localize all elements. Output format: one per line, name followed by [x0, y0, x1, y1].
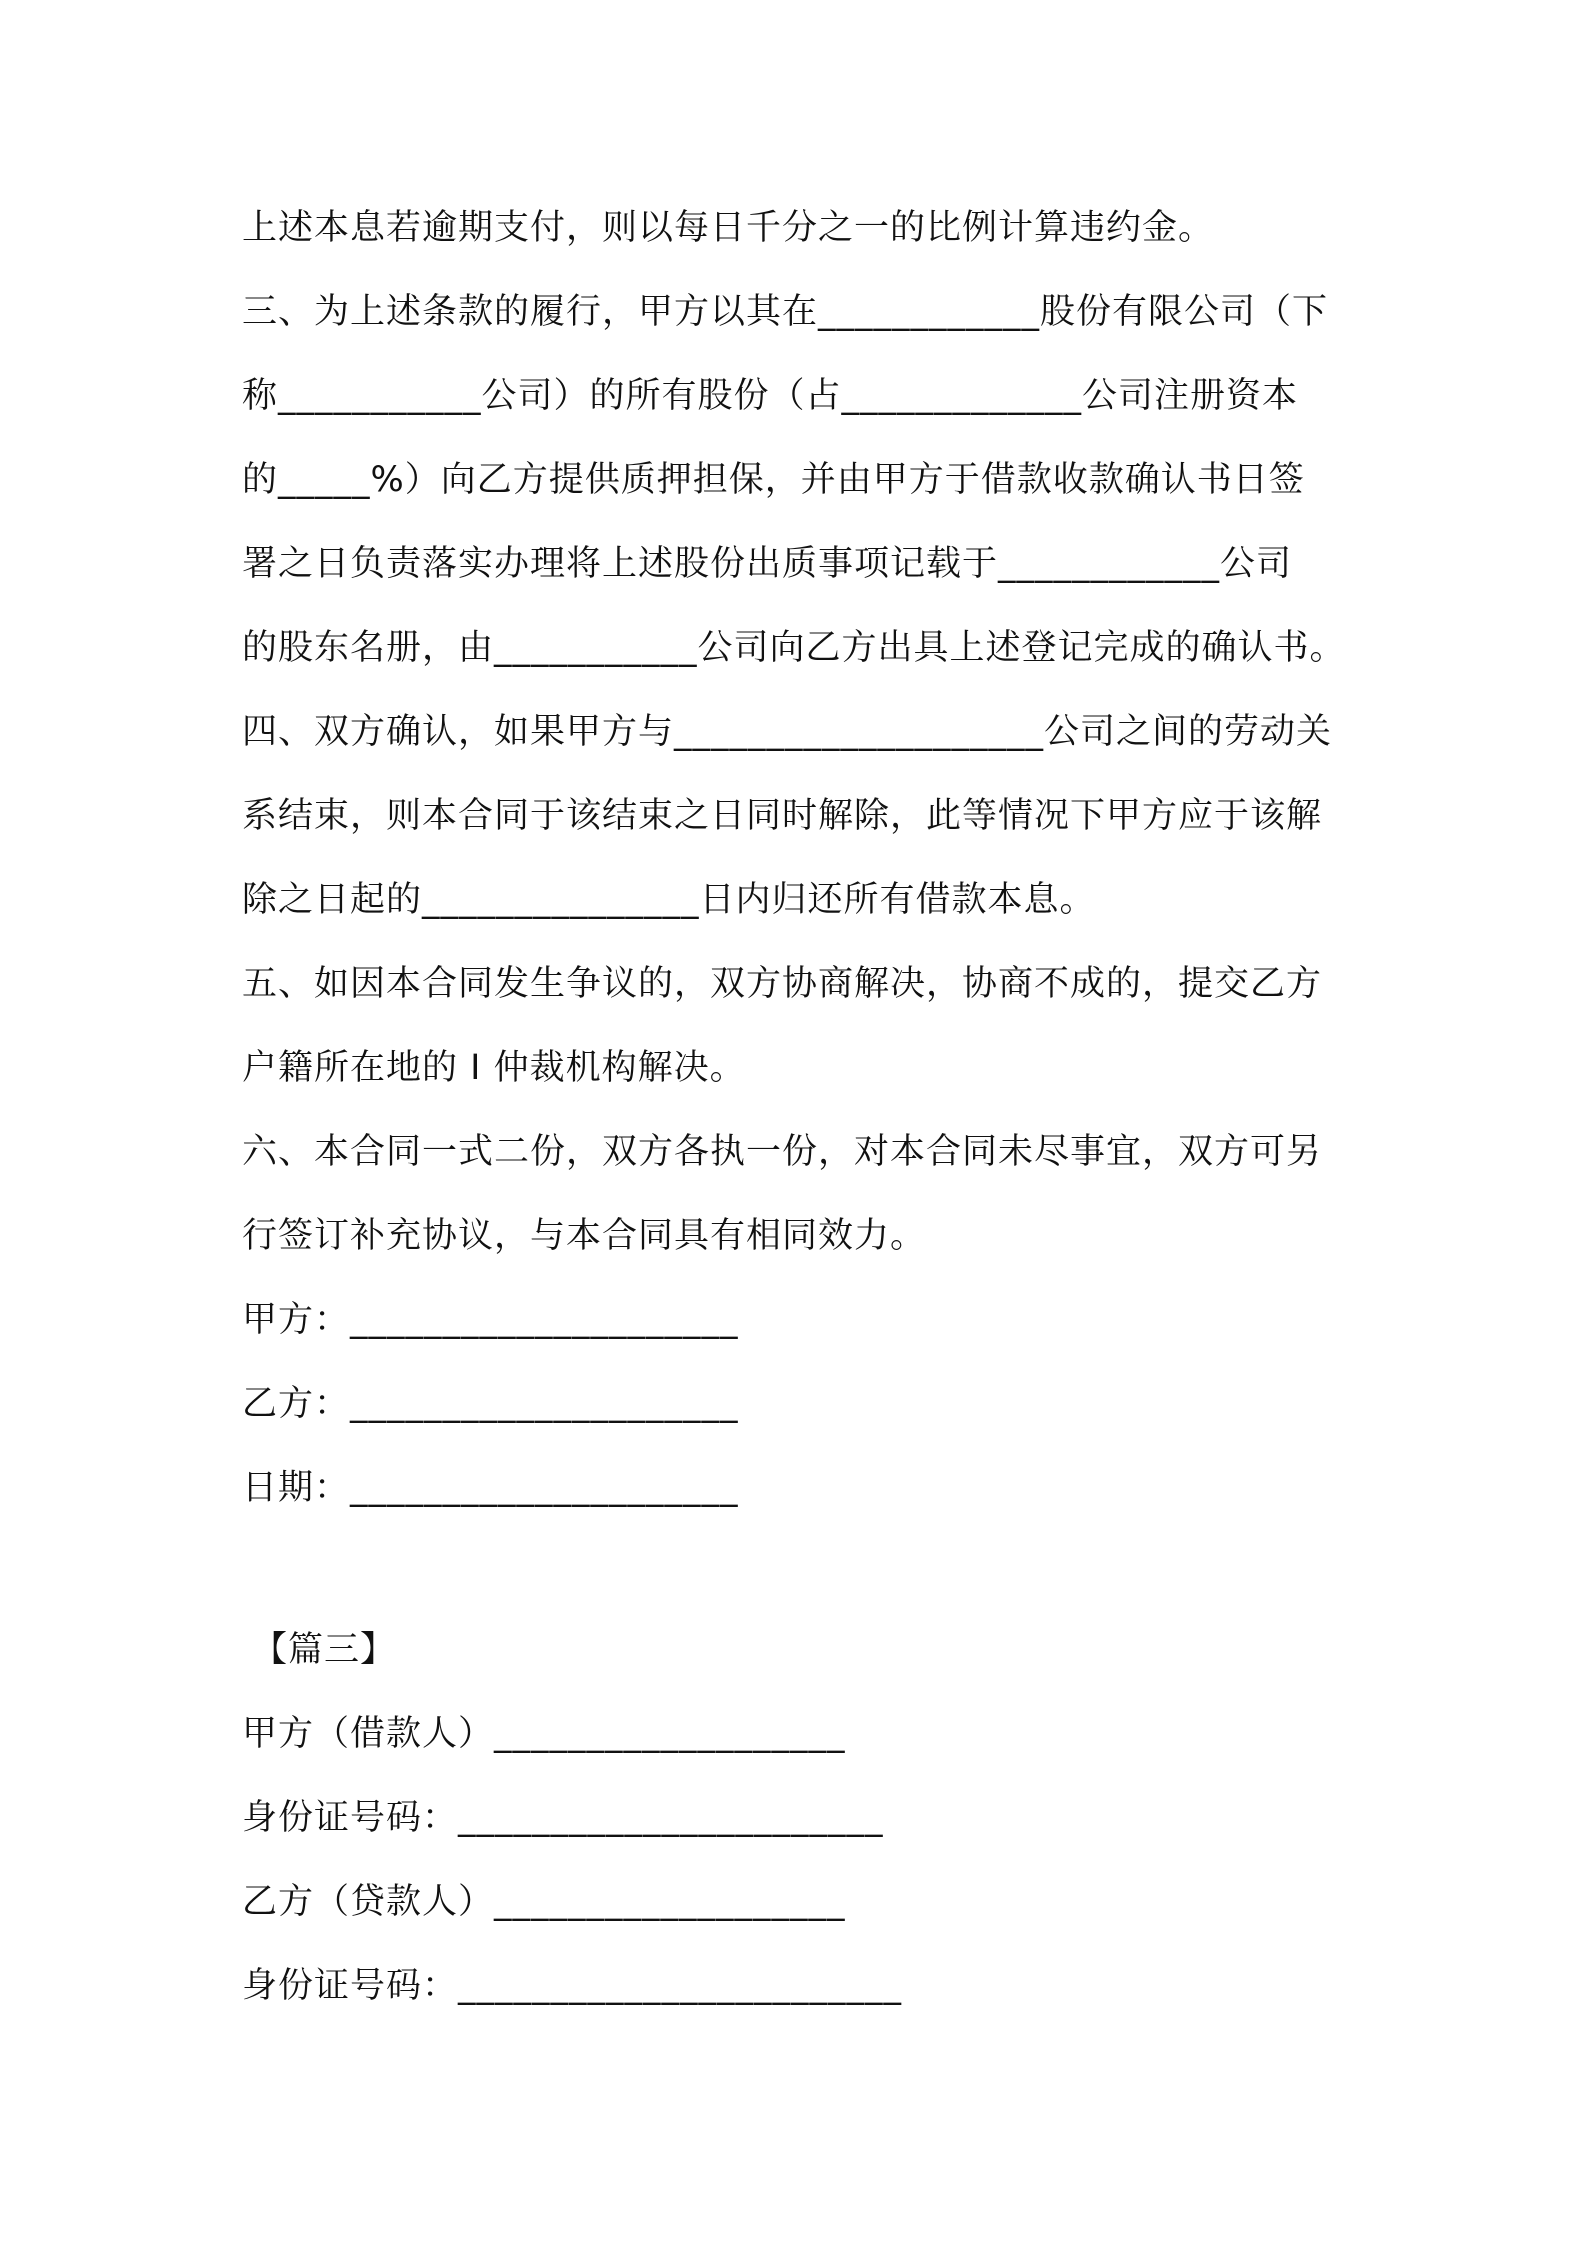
line-text: 除之日起的_______________日内归还所有借款本息。: [242, 880, 1096, 920]
line-text: 乙方：_____________________: [242, 1384, 739, 1424]
lender-field: [242, 1872, 846, 1932]
section-title-text: 【篇三】: [252, 1630, 397, 1670]
line-text: 上述本息若逾期支付，则以每日千分之一的比例计算违约金。: [242, 208, 1215, 248]
line-text: 日期：_____________________: [242, 1468, 739, 1508]
borrower-id-field: [242, 1788, 884, 1848]
signature-party-a: [242, 1290, 739, 1350]
line-text: 的股东名册，由___________公司向乙方出具上述登记完成的确认书。: [242, 628, 1346, 668]
section-title: [252, 1620, 396, 1680]
text-line-11: [242, 1038, 746, 1098]
lender-id-field: [242, 1956, 902, 2016]
signature-date: [242, 1458, 739, 1518]
line-text: 三、为上述条款的履行，甲方以其在____________股份有限公司（下: [242, 292, 1329, 332]
borrower-field: [242, 1704, 846, 1764]
text-line-12: [242, 1122, 1322, 1182]
line-text: 户籍所在地的 I 仲裁机构解决。: [242, 1048, 746, 1088]
text-line-2: [242, 282, 1328, 342]
line-text: 甲方：_____________________: [242, 1300, 739, 1340]
text-line-1: [242, 198, 1214, 258]
text-line-6: [242, 618, 1346, 678]
line-text: 六、本合同一式二份，双方各执一份，对本合同未尽事宜，双方可另: [242, 1132, 1323, 1172]
line-text: 行签订补充协议，与本合同具有相同效力。: [242, 1216, 927, 1256]
text-line-9: [242, 870, 1096, 930]
line-text: 甲方（借款人）___________________: [242, 1714, 846, 1754]
text-line-4: [242, 450, 1305, 510]
line-text: 身份证号码：________________________: [242, 1966, 903, 2006]
line-text: 称___________公司）的所有股份（占_____________公司注册资本: [242, 376, 1299, 416]
line-text: 五、如因本合同发生争议的，双方协商解决，协商不成的，提交乙方: [242, 964, 1323, 1004]
text-line-8: [242, 786, 1322, 846]
line-text: 的_____%）向乙方提供质押担保，并由甲方于借款收款确认书日签: [242, 460, 1305, 500]
line-text: 系结束，则本合同于该结束之日同时解除，此等情况下甲方应于该解: [242, 796, 1323, 836]
signature-party-b: [242, 1374, 739, 1434]
text-line-3: [242, 366, 1298, 426]
text-line-7: [242, 702, 1332, 762]
text-line-5: [242, 534, 1292, 594]
text-line-10: [242, 954, 1322, 1014]
line-text: 署之日负责落实办理将上述股份出质事项记载于____________公司: [242, 544, 1293, 584]
line-text: 身份证号码：_______________________: [242, 1798, 884, 1838]
line-text: 乙方（贷款人）___________________: [242, 1882, 846, 1922]
text-line-13: [242, 1206, 926, 1266]
line-text: 四、双方确认，如果甲方与____________________公司之间的劳动关: [242, 712, 1333, 752]
